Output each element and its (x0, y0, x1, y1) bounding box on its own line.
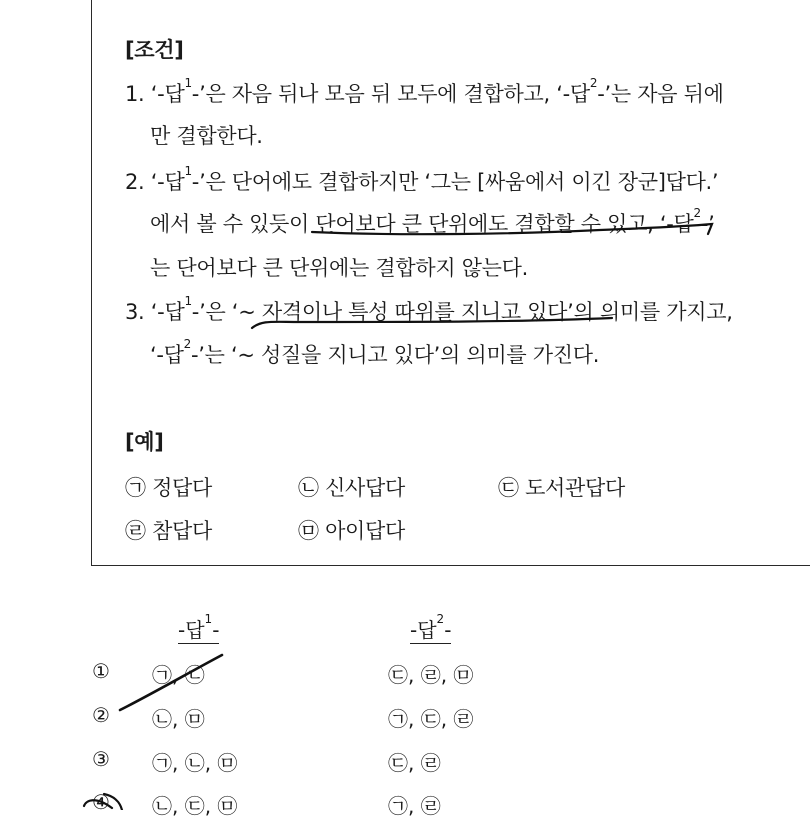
examples-heading: [예] (125, 430, 164, 454)
choice-1-number[interactable]: ① (92, 659, 110, 683)
condition-1-line-2: 만 결합한다. (150, 124, 263, 148)
choice-1-dap2: ㉢, ㉣, ㉤ (388, 663, 474, 687)
example-5: ㉤ 아이답다 (298, 519, 406, 543)
condition-2-line-1: 2. ‘-답$^1$-’은 단어에도 결합하지만 ‘그는 [싸움에서 이긴 장군]답다.’ (125, 164, 719, 194)
example-4: ㉣ 참답다 (125, 519, 213, 543)
choice-4-dap1: ㉡, ㉢, ㉤ (152, 794, 238, 818)
condition-2-line-2: 에서 볼 수 있듯이 단어보다 큰 단위에도 결합할 수 있고, ‘-답$^2$-’ (150, 206, 715, 236)
choice-2-dap2: ㉠, ㉢, ㉣ (388, 707, 474, 731)
example-1: ㉠ 정답다 (125, 476, 213, 500)
choice-3-number[interactable]: ③ (92, 747, 110, 771)
choice-3-dap2: ㉢, ㉣ (388, 751, 441, 775)
example-3: ㉢ 도서관답다 (498, 476, 626, 500)
column-header-dap2: -답$^2$- (410, 612, 452, 642)
choice-4-number[interactable]: ④ (92, 790, 110, 814)
column-header-dap1: -답$^1$- (178, 612, 220, 642)
choice-3-dap1: ㉠, ㉡, ㉤ (152, 751, 238, 775)
choice-2-dap1: ㉡, ㉤ (152, 707, 205, 731)
example-2: ㉡ 신사답다 (298, 476, 406, 500)
condition-3-line-2: ‘-답$^2$-’는 ‘~ 성질을 지니고 있다’의 의미를 가진다. (150, 337, 600, 367)
condition-3-line-1: 3. ‘-답$^1$-’은 ‘~ 자격이나 특성 따위를 지니고 있다’의 의미를 가지고, (125, 294, 733, 324)
handwritten-underline-1: 이 단어보다 큰 단위에도 결합할 수 있고, (289, 212, 654, 236)
condition-1-line-1: 1. ‘-답$^1$-’은 자음 뒤나 모음 뒤 모두에 결합하고, ‘-답$^2$-’는 자음 뒤에 (125, 76, 724, 106)
handwritten-underline-2: ~ 자격이나 특성 따위를 지니고 있다’ (238, 300, 574, 324)
conditions-heading: [조건] (125, 38, 184, 62)
choice-2-number[interactable]: ② (92, 703, 110, 727)
choice-1-dap1: ㉠, ㉡ (152, 663, 205, 687)
condition-2-line-3: 는 단어보다 큰 단위에는 결합하지 않는다. (150, 256, 529, 280)
choice-4-dap2: ㉠, ㉣ (388, 794, 441, 818)
